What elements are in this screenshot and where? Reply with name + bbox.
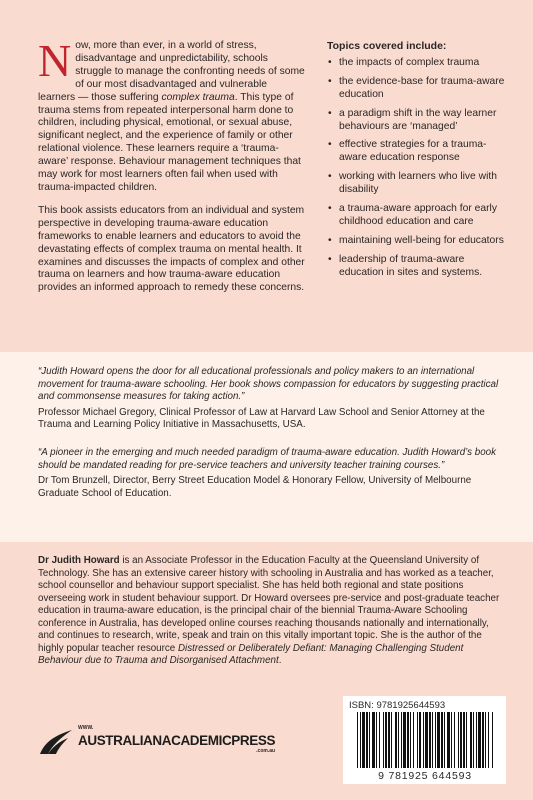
- endorsement-quote: “A pioneer in the emerging and much needed paradigm of trauma-aware education. Judith Howard’s book should be mandated reading for pre-service teachers and university teacher training courses.”: [38, 446, 497, 471]
- topic-item: • a paradigm shift in the way learner behaviours are ‘managed’: [327, 108, 507, 134]
- endorsement-attribution: Professor Michael Gregory, Clinical Professor of Law at Harvard Law School and Senior Attorney at the Trauma and Learning Policy Initiative in Massachusetts, USA.: [38, 406, 485, 431]
- intro-paragraph-1: Now, more than ever, in a world of stress, disadvantage and unpredictability, schools struggle to manage the confronting needs of some of our most disadvantaged and vulnerable learners — those suffering complex trauma. This type of trauma stems from repeated interpersonal harm done to children, including physical, emotional, or sexual abuse, significant neglect, and the experience of family or other relational violence. These learners require a ‘trauma-aware’ response. Behaviour management techniques that may work for most learners often fail when used with trauma-impacted children.: [38, 35, 305, 193]
- endorsement-attribution: Dr Tom Brunzell, Director, Berry Street Education Model & Honorary Fellow, University of Melbourne Graduate School of Education.: [38, 475, 472, 499]
- endorsement-quote: “Judith Howard opens the door for all educational professionals and policy makers to an international movement for trauma-aware schooling. Her book shows compassion for educators by suggesting practical and commonsense measures for taking action.”: [38, 366, 499, 403]
- author-name: Dr Judith Howard: [38, 555, 120, 566]
- topic-item: • a trauma-aware approach for early childhood education and care: [327, 203, 507, 229]
- topic-item: • the impacts of complex trauma: [327, 57, 507, 70]
- intro-text: [38, 35, 306, 305]
- topic-item: • working with learners who live with disability: [327, 171, 507, 197]
- publisher-name: AUSTRALIANACADEMICPRESS: [78, 733, 276, 748]
- publisher-logo: [38, 726, 275, 756]
- drop-cap: N: [38, 35, 72, 86]
- barcode-number: 9 781925 644593: [378, 770, 472, 782]
- intro-paragraph-2: This book assists educators from an individual and system perspective in developing trauma-aware education frameworks to enable learners and educators to avoid the devastating effects of complex trauma on mental health. It examines and discusses the impacts of complex and other trauma on learners and how trauma-aware education provides an informed approach to remedy these concerns.: [38, 204, 305, 294]
- topic-item: • effective strategies for a trauma-aware education response: [327, 139, 507, 165]
- topic-item: • the evidence-base for trauma-aware education: [327, 76, 507, 102]
- topic-item: • maintaining well-being for educators: [327, 235, 507, 248]
- topic-item: • leadership of trauma-aware education in sites and systems.: [327, 254, 507, 280]
- topics-heading: Topics covered include:: [327, 40, 447, 52]
- topics-list: [327, 40, 507, 286]
- publisher-www: WWW.: [78, 725, 94, 731]
- barcode: [343, 696, 506, 784]
- book-title: Distressed or Deliberately Defiant: Managing Challenging Student Behaviour due to Trauma and Disorganised Attachment: [38, 642, 464, 666]
- author-bio: Dr Judith Howard is an Associate Professor in the Education Faculty at the Queensland University of Technology. She has an extensive career history with schooling in Australia and has worked as a teacher, school counsellor and behaviour support specialist. She has held both regional and state positions overseeing work in student behaviour support. Dr Howard oversees pre-service and post-graduate teacher education in trauma-aware education, is the principal chair of the biennial Trauma-Aware Schooling conference in Australia, has developed online courses reaching thousands nationally and internationally, and continues to research, write, speak and train on this vitally important topic. She is the author of the highly popular teacher resource Distressed or Deliberately Defiant: Managing Challenging Student Behaviour due to Trauma and Disorganised Attachment.: [38, 555, 500, 666]
- publisher-domain: .com.au: [256, 748, 276, 754]
- endorsements: [38, 366, 500, 515]
- publisher-mark-icon: [38, 726, 74, 756]
- isbn-label: ISBN: 9781925644593: [349, 700, 446, 711]
